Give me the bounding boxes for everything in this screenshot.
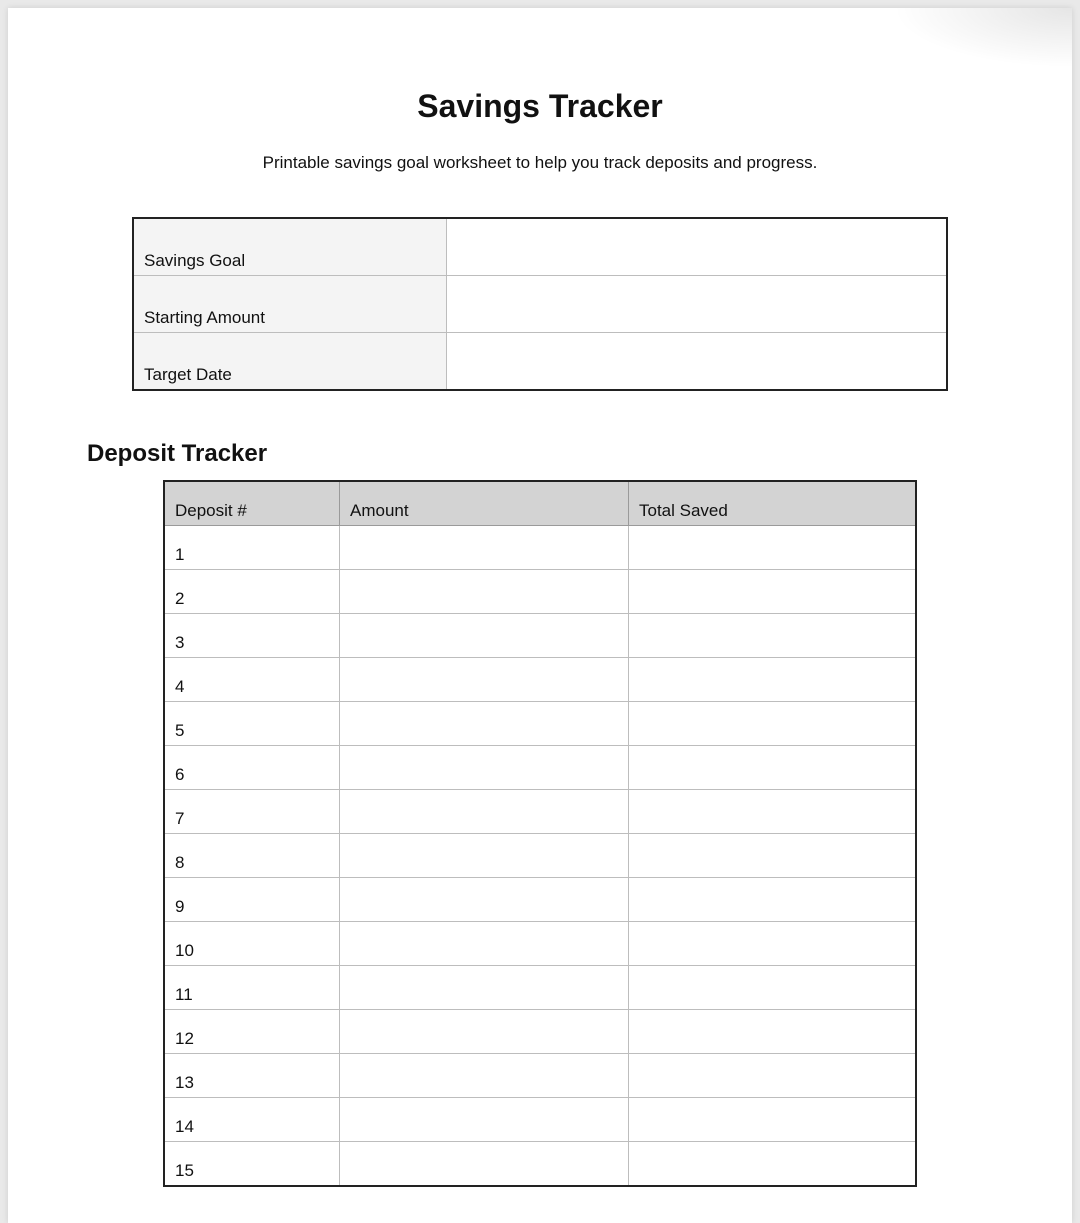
deposit-number-cell: 11 [165,966,340,1009]
amount-cell[interactable] [340,966,629,1009]
column-header-deposit-number: Deposit # [165,482,340,525]
goal-value-field[interactable] [447,333,946,389]
table-row [165,614,915,658]
total-saved-cell[interactable] [629,790,915,833]
total-saved-cell[interactable] [629,878,915,921]
goal-label: Savings Goal [134,219,447,275]
amount-cell[interactable] [340,878,629,921]
total-saved-cell[interactable] [629,834,915,877]
total-saved-cell[interactable] [629,966,915,1009]
total-saved-cell[interactable] [629,746,915,789]
goal-value-field[interactable] [447,276,946,332]
column-header-amount: Amount [340,482,629,525]
deposit-number-cell: 13 [165,1054,340,1097]
deposit-number-cell: 2 [165,570,340,613]
amount-cell[interactable] [340,658,629,701]
total-saved-cell[interactable] [629,1098,915,1141]
table-row [165,922,915,966]
deposit-number-cell: 10 [165,922,340,965]
table-row [165,1054,915,1098]
total-saved-cell[interactable] [629,1010,915,1053]
page-subtitle: Printable savings goal worksheet to help you track deposits and progress. [262,153,818,172]
total-saved-cell[interactable] [629,1142,915,1185]
deposit-number-cell: 3 [165,614,340,657]
goal-label: Starting Amount [134,276,447,332]
amount-cell[interactable] [340,834,629,877]
goal-row-target-date [134,333,946,389]
amount-cell[interactable] [340,614,629,657]
table-row [165,1098,915,1142]
column-header-total-saved: Total Saved [639,501,728,520]
amount-cell[interactable] [340,1098,629,1141]
table-row [165,878,915,922]
table-row [165,1142,915,1185]
goal-row-savings-goal [134,219,946,276]
deposit-tracker-heading: Deposit Tracker [87,440,268,467]
table-row [165,702,915,746]
table-row [165,966,915,1010]
amount-cell[interactable] [340,702,629,745]
page-title: Savings Tracker [417,88,663,124]
deposit-number-cell: 7 [165,790,340,833]
table-row [165,746,915,790]
deposit-number-cell: 9 [165,878,340,921]
table-row [165,570,915,614]
deposit-number-cell: 4 [165,658,340,701]
total-saved-cell[interactable] [629,526,915,569]
table-row [165,1010,915,1054]
amount-cell[interactable] [340,526,629,569]
total-saved-cell[interactable] [629,922,915,965]
deposit-number-cell: 15 [165,1142,340,1185]
table-header-row [165,482,915,526]
table-row [165,658,915,702]
total-saved-cell[interactable] [629,570,915,613]
amount-cell[interactable] [340,1010,629,1053]
total-saved-cell[interactable] [629,1054,915,1097]
deposit-number-cell: 12 [165,1010,340,1053]
amount-cell[interactable] [340,1054,629,1097]
goal-value-field[interactable] [447,219,946,275]
page-corner-shadow [892,8,1072,68]
table-row [165,834,915,878]
amount-cell[interactable] [340,1142,629,1185]
deposit-table [163,480,917,1187]
deposit-number-cell: 1 [165,526,340,569]
total-saved-cell[interactable] [629,658,915,701]
deposit-number-cell: 6 [165,746,340,789]
amount-cell[interactable] [340,922,629,965]
table-row [165,526,915,570]
total-saved-cell[interactable] [629,702,915,745]
goal-info-table [132,217,948,391]
table-row [165,790,915,834]
goal-row-starting-amount [134,276,946,333]
amount-cell[interactable] [340,790,629,833]
total-saved-cell[interactable] [629,614,915,657]
goal-label: Target Date [134,333,447,389]
amount-cell[interactable] [340,570,629,613]
deposit-number-cell: 8 [165,834,340,877]
deposit-number-cell: 14 [165,1098,340,1141]
deposit-number-cell: 5 [165,702,340,745]
amount-cell[interactable] [340,746,629,789]
